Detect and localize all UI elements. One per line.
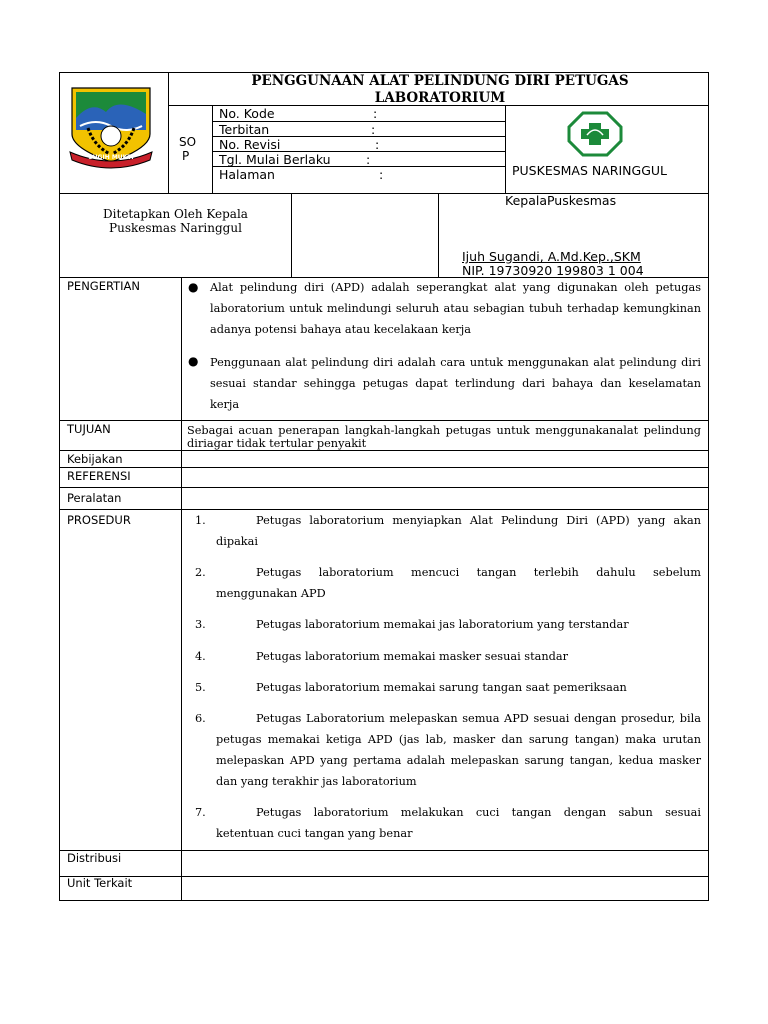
prosedur-number: 2. <box>195 566 206 579</box>
label-unit-terkait: Unit Terkait <box>67 876 133 890</box>
tujuan-text: Sebagai acuan penerapan langkah-langkah petugas untuk menggunakanalat pelindung diriagar tidak tertular penyakit <box>187 424 701 450</box>
approval-left-line2: Puskesmas Naringgul <box>109 221 242 235</box>
prosedur-number: 1. <box>195 514 206 527</box>
prosedur-item: Petugas laboratorium menyiapkan Alat Pelindung Diri (APD) yang akan dipakai <box>216 514 701 548</box>
meta-tgl-mulai-sep: : <box>366 152 371 167</box>
meta-halaman-sep: : <box>379 167 384 182</box>
document-title: PENGGUNAAN ALAT PELINDUNG DIRI PETUGAS LABORATORIUM <box>251 73 629 106</box>
meta-no-revisi: No. Revisi <box>219 137 281 152</box>
signer-nip: NIP. 19730920 199803 1 004 <box>462 263 644 278</box>
pengertian-item: Alat pelindung diri (APD) adalah seperangkat alat yang digunakan oleh petugas laboratorium untuk melindungi seluruh atau sebagian tubuh terhadap kemungkinan adanya potensi bahaya atau kecelakaan kerja <box>210 281 701 336</box>
prosedur-item: Petugas laboratorium memakai sarung tangan saat pemeriksaan <box>256 681 627 694</box>
prosedur-item: Petugas laboratorium mencuci tangan terlebih dahulu sebelum menggunakan APD <box>216 566 701 600</box>
label-referensi: REFERENSI <box>67 469 131 483</box>
meta-halaman: Halaman <box>219 167 275 182</box>
meta-tgl-mulai: Tgl. Mulai Berlaku <box>219 152 331 167</box>
approval-right-title: KepalaPuskesmas <box>505 193 617 208</box>
sop-label-line1: SO <box>179 135 197 149</box>
prosedur-item: Petugas laboratorium melakukan cuci tangan dengan sabun sesuai ketentuan cuci tangan yang benar <box>216 806 701 840</box>
signer-name: Ijuh Sugandi, A.Md.Kep.,SKM <box>462 249 641 264</box>
puskesmas-name: PUSKESMAS NARINGGUL <box>512 163 668 178</box>
prosedur-item: Petugas laboratorium memakai masker sesuai standar <box>256 650 569 663</box>
approval-left-line1: Ditetapkan Oleh Kepala <box>103 207 248 221</box>
meta-no-revisi-sep: : <box>375 137 380 152</box>
bullet-icon: ● <box>188 280 199 294</box>
meta-terbitan-sep: : <box>371 122 376 137</box>
logo-motto: SUGIH MUKTI <box>88 154 134 161</box>
meta-terbitan: Terbitan <box>219 122 270 137</box>
prosedur-number: 4. <box>195 650 206 663</box>
meta-no-kode-sep: : <box>373 106 378 121</box>
label-pengertian: PENGERTIAN <box>67 279 141 293</box>
regency-logo <box>66 84 156 170</box>
prosedur-number: 5. <box>195 681 206 694</box>
sop-label-line2: P <box>182 149 190 163</box>
bullet-icon: ● <box>188 354 199 368</box>
pengertian-item: Penggunaan alat pelindung diri adalah cara untuk menggunakan alat pelindung diri sesuai standar sehingga petugas dapat terlindung dari bahaya dan keselamatan kerja <box>210 356 701 411</box>
prosedur-item: Petugas Laboratorium melepaskan semua APD sesuai dengan prosedur, bila petugas memakai ketiga APD (jas lab, masker dan sarung tangan) maka urutan melepaskan APD yang pertama adalah melepaskan sarung tangan, kedua masker dan yang terakhir jas laboratorium <box>216 712 701 788</box>
prosedur-number: 3. <box>195 618 206 631</box>
label-distribusi: Distribusi <box>67 851 122 865</box>
meta-no-kode: No. Kode <box>219 106 275 121</box>
label-prosedur: PROSEDUR <box>67 513 131 527</box>
prosedur-item: Petugas laboratorium memakai jas laboratorium yang terstandar <box>256 618 629 631</box>
prosedur-number: 7. <box>195 806 206 819</box>
puskesmas-logo <box>567 111 623 157</box>
prosedur-number: 6. <box>195 712 206 725</box>
label-tujuan: TUJUAN <box>67 422 111 436</box>
label-peralatan: Peralatan <box>67 491 122 505</box>
label-kebijakan: Kebijakan <box>67 452 123 466</box>
